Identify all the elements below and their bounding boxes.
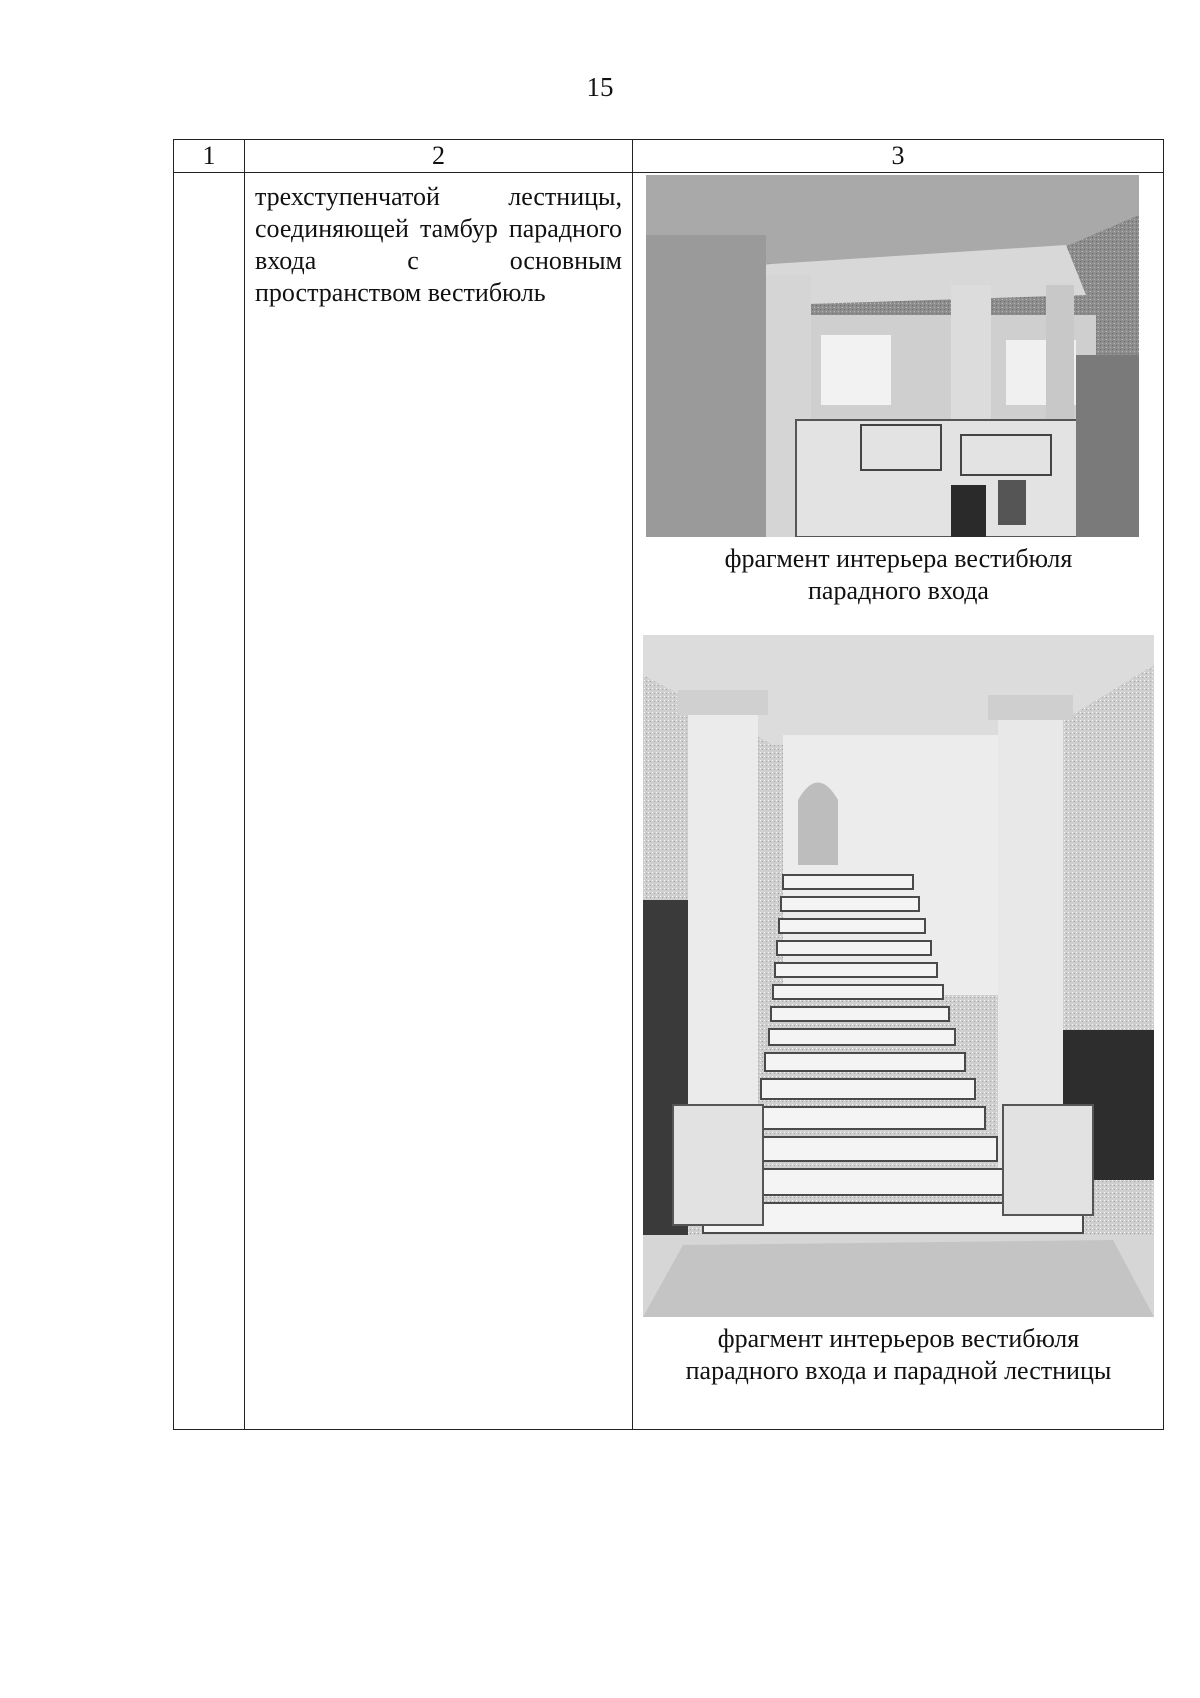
document-table <box>173 139 1164 1430</box>
vestibule-interior-photo <box>646 175 1139 537</box>
header-col-2: 2 <box>245 140 633 173</box>
photo-caption-2: фрагмент интерьеров вестибюля парадного входа и парадной лестницы <box>685 1324 1112 1385</box>
table-row <box>174 173 1164 1430</box>
cell-number <box>174 173 245 1430</box>
photo-caption-1: фрагмент интерьера вестибюля парадного входа <box>724 544 1073 605</box>
header-col-1: 1 <box>174 140 245 173</box>
cell-photos <box>633 173 1164 1430</box>
header-col-3: 3 <box>633 140 1164 173</box>
page-number: 15 <box>586 72 614 102</box>
cell-description <box>245 173 633 1430</box>
grand-staircase-photo <box>643 635 1154 1317</box>
description-text: трехступенчатой лестницы, соединяющей тамбур парадного входа с основным пространством вестибюль <box>255 182 622 307</box>
table-header-row <box>174 140 1164 173</box>
